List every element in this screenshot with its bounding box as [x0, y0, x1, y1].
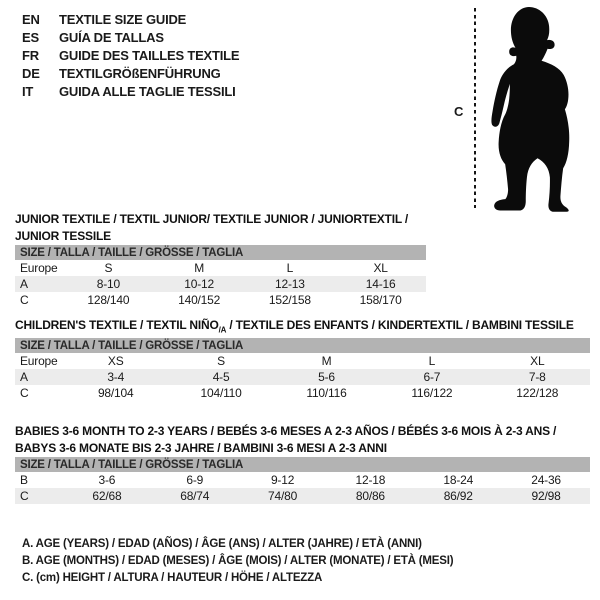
row-label: C	[20, 293, 29, 307]
cell: 4-5	[168, 369, 273, 385]
lang-code-fr: FR	[22, 48, 39, 63]
row-label: C	[20, 386, 29, 401]
junior-size-table	[15, 245, 426, 308]
lang-title-de: TEXTILGRÖßENFÜHRUNG	[59, 66, 221, 81]
children-title-sub: /A	[218, 325, 227, 335]
size-header-label: SIZE / TALLA / TAILLE / GRÖSSE / TAGLIA	[15, 245, 426, 260]
cell: 14-16	[335, 276, 426, 292]
row-label: Europe	[20, 354, 58, 369]
babies-size-table	[15, 457, 590, 504]
cell: XL	[530, 354, 545, 369]
row-label: C	[15, 488, 63, 504]
lang-title-fr: GUIDE DES TAILLES TEXTILE	[59, 48, 240, 63]
lang-code-en: EN	[22, 12, 40, 27]
language-legend	[22, 11, 239, 101]
babies-table-title-line1: BABIES 3-6 MONTH TO 2-3 YEARS / BEBÉS 3-6 MESES A 2-3 AÑOS / BÉBÉS 3-6 MOIS À 2-3 ANS /	[15, 424, 557, 438]
cell: XL	[373, 261, 388, 275]
height-dashed-line	[474, 8, 476, 208]
cell: 98/104	[97, 386, 134, 401]
children-title-suffix: / TEXTILE DES ENFANTS / KINDERTEXTIL / BAMBINI TESSILE	[226, 318, 574, 332]
table-row	[15, 488, 590, 504]
cell: 122/128	[516, 386, 559, 401]
lang-row-fr	[22, 47, 239, 65]
cell: 7-8	[485, 369, 590, 385]
lang-row-de	[22, 65, 239, 83]
cell: 152/158	[268, 293, 311, 307]
children-size-table-section	[15, 317, 590, 401]
cell: 110/116	[306, 386, 347, 401]
lang-code-de: DE	[22, 66, 40, 81]
lang-row-en	[22, 11, 239, 29]
cell: 12-18	[355, 473, 386, 487]
cell: 5-6	[274, 369, 379, 385]
cell: M	[321, 354, 332, 369]
row-label: B	[20, 473, 28, 487]
cell: 6-7	[379, 369, 484, 385]
cell: 6-9	[186, 473, 204, 487]
cell: S	[104, 261, 113, 275]
cell: 158/170	[359, 293, 402, 307]
cell: 18-24	[443, 473, 474, 487]
baby-silhouette-icon	[482, 6, 580, 212]
cell: L	[286, 261, 294, 275]
cell: 68/74	[151, 488, 239, 504]
note-a: A. AGE (YEARS) / EDAD (AÑOS) / ÂGE (ANS) / ALTER (JAHRE) / ETÀ (ANNI)	[22, 538, 422, 550]
size-header-row	[15, 338, 590, 353]
cell: 10-12	[154, 276, 245, 292]
table-row	[15, 292, 426, 308]
table-row	[15, 472, 590, 488]
cell: 116/122	[411, 386, 453, 401]
babies-size-table-section	[15, 423, 590, 504]
legend-notes	[22, 536, 453, 587]
cell: 8-10	[63, 276, 154, 292]
table-row	[15, 260, 426, 276]
cell: 128/140	[87, 293, 130, 307]
cell: 24-36	[531, 473, 561, 487]
children-table-title	[15, 317, 590, 338]
cell: 92/98	[502, 488, 590, 504]
children-size-table	[15, 338, 590, 401]
row-label: A	[15, 369, 63, 385]
lang-row-es	[22, 29, 239, 47]
table-row	[15, 385, 590, 401]
lang-row-it	[22, 83, 239, 101]
table-row	[15, 353, 590, 369]
lang-title-it: GUIDA ALLE TAGLIE TESSILI	[59, 84, 236, 99]
cell: XS	[107, 354, 124, 369]
note-c: C. (cm) HEIGHT / ALTURA / HAUTEUR / HÖHE / ALTEZZA	[22, 572, 323, 584]
cell: 62/68	[63, 488, 151, 504]
row-label: A	[15, 276, 63, 292]
cell: M	[194, 261, 205, 275]
table-row	[15, 276, 426, 292]
cell: 3-6	[98, 473, 116, 487]
lang-code-es: ES	[22, 30, 39, 45]
row-label: Europe	[20, 261, 58, 275]
cell: 140/152	[178, 293, 221, 307]
height-measure-figure	[440, 0, 600, 215]
size-header-label: SIZE / TALLA / TAILLE / GRÖSSE / TAGLIA	[15, 457, 590, 472]
size-header-row	[15, 245, 426, 260]
size-header-row	[15, 457, 590, 472]
babies-table-title-line2: BABYS 3-6 MONATE BIS 2-3 JAHRE / BAMBINI 3-6 MESI A 2-3 ANNI	[15, 441, 387, 455]
lang-code-it: IT	[22, 84, 34, 99]
children-title-prefix: CHILDREN'S TEXTILE / TEXTIL NIÑO	[15, 318, 219, 332]
cell: S	[217, 354, 225, 369]
lang-title-es: GUÍA DE TALLAS	[59, 30, 164, 45]
cell: 74/80	[239, 488, 327, 504]
cell: 3-4	[63, 369, 168, 385]
lang-title-en: TEXTILE SIZE GUIDE	[59, 12, 187, 27]
junior-table-title: JUNIOR TEXTILE / TEXTIL JUNIOR/ TEXTILE JUNIOR / JUNIORTEXTIL / JUNIOR TESSILE	[15, 212, 409, 243]
cell: 104/110	[200, 386, 242, 401]
cell: 12-13	[245, 276, 336, 292]
measure-c-label: C	[454, 104, 464, 119]
cell: 80/86	[326, 488, 414, 504]
size-header-label: SIZE / TALLA / TAILLE / GRÖSSE / TAGLIA	[15, 338, 590, 353]
cell: 9-12	[270, 473, 295, 487]
table-row	[15, 369, 590, 385]
junior-size-table-section	[15, 211, 426, 308]
cell: L	[428, 354, 436, 369]
cell: 86/92	[414, 488, 502, 504]
note-b: B. AGE (MONTHS) / EDAD (MESES) / ÂGE (MOIS) / ALTER (MONATE) / ETÀ (MESI)	[22, 555, 454, 567]
